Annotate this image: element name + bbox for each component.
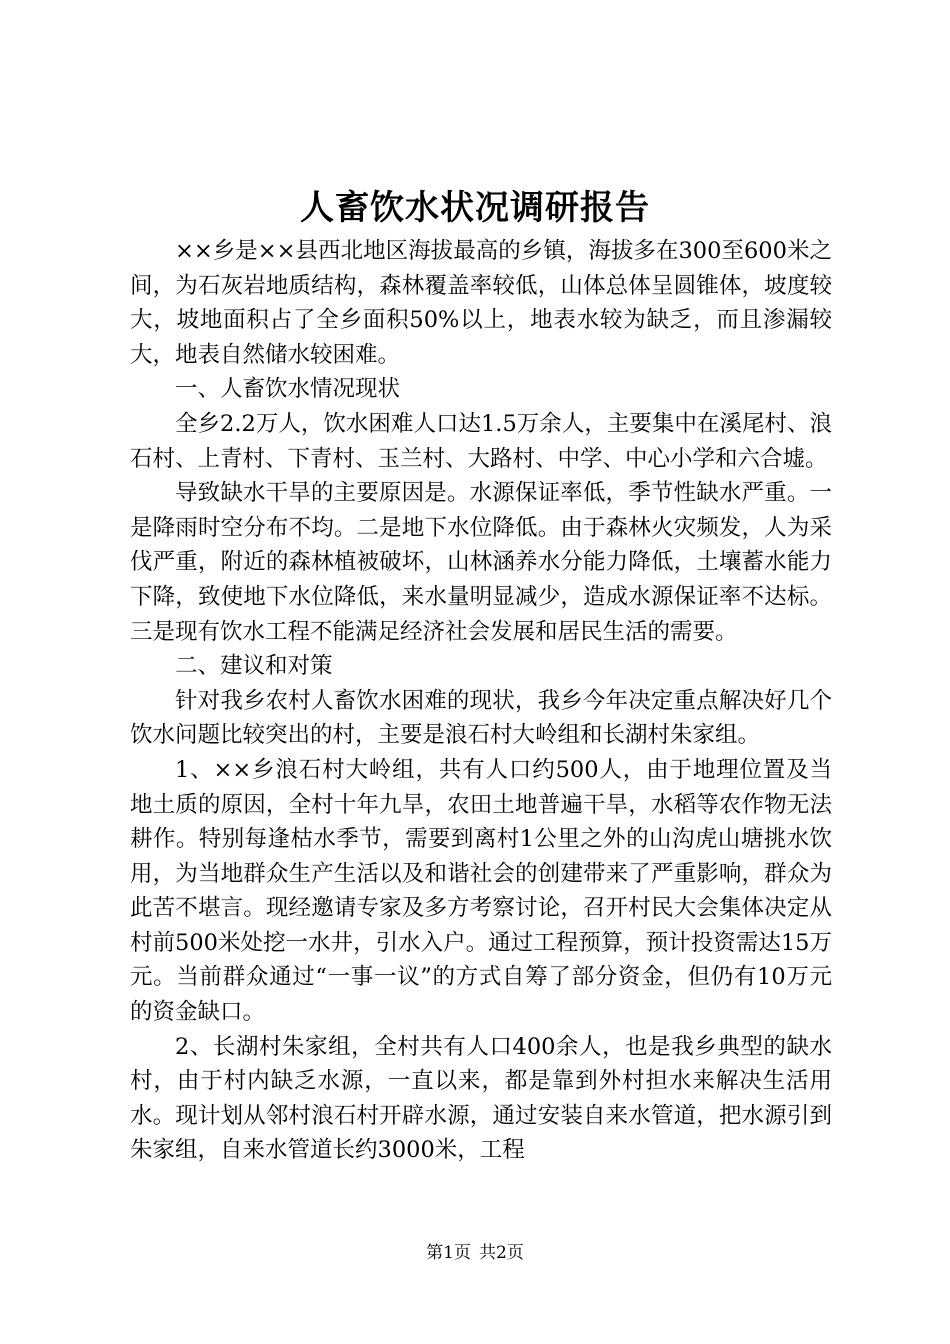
document-title: 人畜饮水状况调研报告	[300, 188, 650, 228]
paragraph-item-1: 1、××乡浪石村大岭组，共有人口约500人，由于地理位置及当地土质的原因，全村十年九旱，农田土地普遍干旱，水稻等农作物无法耕作。特别每逢枯水季节，需要到离村1公里之外的山沟虎山塘挑水饮用，为当地群众生产生活以及和谐社会的创建带来了严重影响，群众为此苦不堪言。现经邀请专家及多方考察讨论，召开村民大会集体决定从村前500米处挖一水井，引水入户。通过工程预算，预计投资需达15万元。当前群众通过“一事一议”的方式自筹了部分资金，但仍有10万元的资金缺口。	[130, 756, 832, 1026]
paragraph-plan: 针对我乡农村人畜饮水困难的现状，我乡今年决定重点解决好几个饮水问题比较突出的村，主要是浪石村大岭组和长湖村朱家组。	[130, 687, 832, 749]
section-heading-2: 二、建议和对策	[175, 653, 333, 680]
page-number: 第1页	[426, 1243, 471, 1263]
paragraph-population: 全乡2.2万人，饮水困难人口达1.5万余人，主要集中在溪尾村、浪石村、上青村、下青村、玉兰村、大路村、中学、中心小学和六合墟。	[130, 410, 832, 472]
paragraph-intro: ××乡是××县西北地区海拔最高的乡镇，海拔多在300至600米之间，为石灰岩地质结构，森林覆盖率较低，山体总体呈圆锥体，坡度较大，坡地面积占了全乡面积50%以上，地表水较为缺乏，而且渗漏较大，地表自然储水较困难。	[130, 238, 832, 368]
page-total: 共2页	[479, 1243, 524, 1263]
paragraph-causes: 导致缺水干旱的主要原因是。水源保证率低，季节性缺水严重。一是降雨时空分布不均。二是地下水位降低。由于森林火灾频发，人为采伐严重，附近的森林植被破坏，山林涵养水分能力降低，土壤蓄水能力下降，致使地下水位降低，来水量明显减少，造成水源保证率不达标。三是现有饮水工程不能满足经济社会发展和居民生活的需要。	[130, 480, 832, 645]
page-footer	[0, 1241, 950, 1265]
document-body	[130, 234, 832, 1168]
section-heading-1: 一、人畜饮水情况现状	[175, 376, 401, 403]
paragraph-item-2: 2、长湖村朱家组，全村共有人口400余人，也是我乡典型的缺水村，由于村内缺乏水源，一直以来，都是靠到外村担水来解决生活用水。现计划从邻村浪石村开辟水源，通过安装自来水管道，把水源引到朱家组，自来水管道长约3000米，工程	[130, 1033, 832, 1164]
